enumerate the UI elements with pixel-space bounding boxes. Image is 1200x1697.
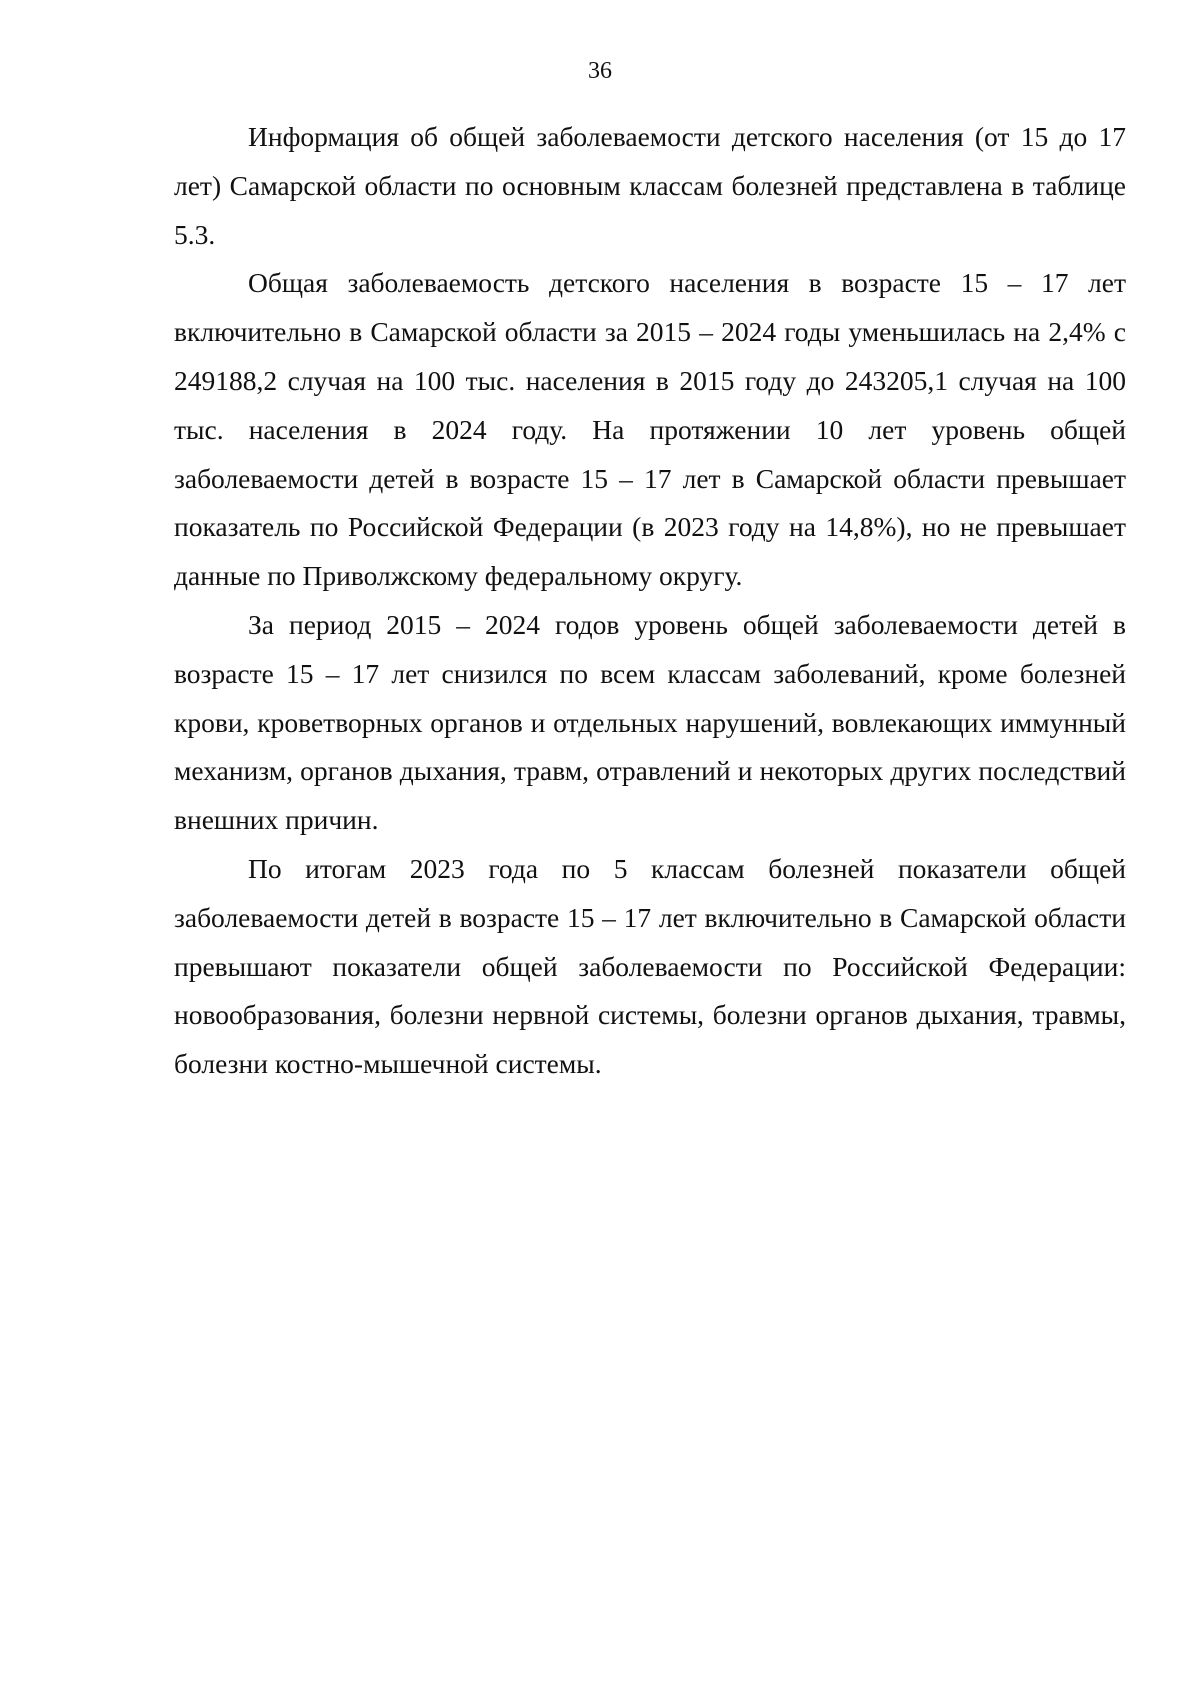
document-body — [174, 113, 1126, 1089]
paragraph-disease-classes-trend: За период 2015 – 2024 годов уровень общей заболеваемости детей в возрасте 15 – 17 лет снизился по всем классам заболеваний, кроме болезней крови, кроветворных органов и отдельных нарушений, вовлекающих иммунный механизм, органов дыхания, травм, отравлений и некоторых других последствий внешних причин. — [174, 608, 1126, 836]
page-number: 36 — [588, 58, 612, 84]
paragraph-2023-results: По итогам 2023 года по 5 классам болезней показатели общей заболеваемости детей в возрасте 15 – 17 лет включительно в Самарской области превышают показатели общей заболеваемости по Российской Федерации: новообразования, болезни нервной системы, болезни органов дыхания, травмы, болезни костно-мышечной системы. — [174, 852, 1126, 1080]
paragraph-overall-morbidity: Общая заболеваемость детского населения в возрасте 15 – 17 лет включительно в Самарской области за 2015 – 2024 годы уменьшилась на 2,4% с 249188,2 случая на 100 тыс. населения в 2015 году до 243205,1 случая на 100 тыс. населения в 2024 году. На протяжении 10 лет уровень общей заболеваемости детей в возрасте 15 – 17 лет в Самарской области превышает показатель по Российской Федерации (в 2023 году на 14,8%), но не превышает данные по Приволжскому федеральному округу. — [174, 267, 1126, 592]
paragraph-intro: Информация об общей заболеваемости детского населения (от 15 до 17 лет) Самарской области по основным классам болезней представлена в таблице 5.3. — [174, 121, 1126, 250]
